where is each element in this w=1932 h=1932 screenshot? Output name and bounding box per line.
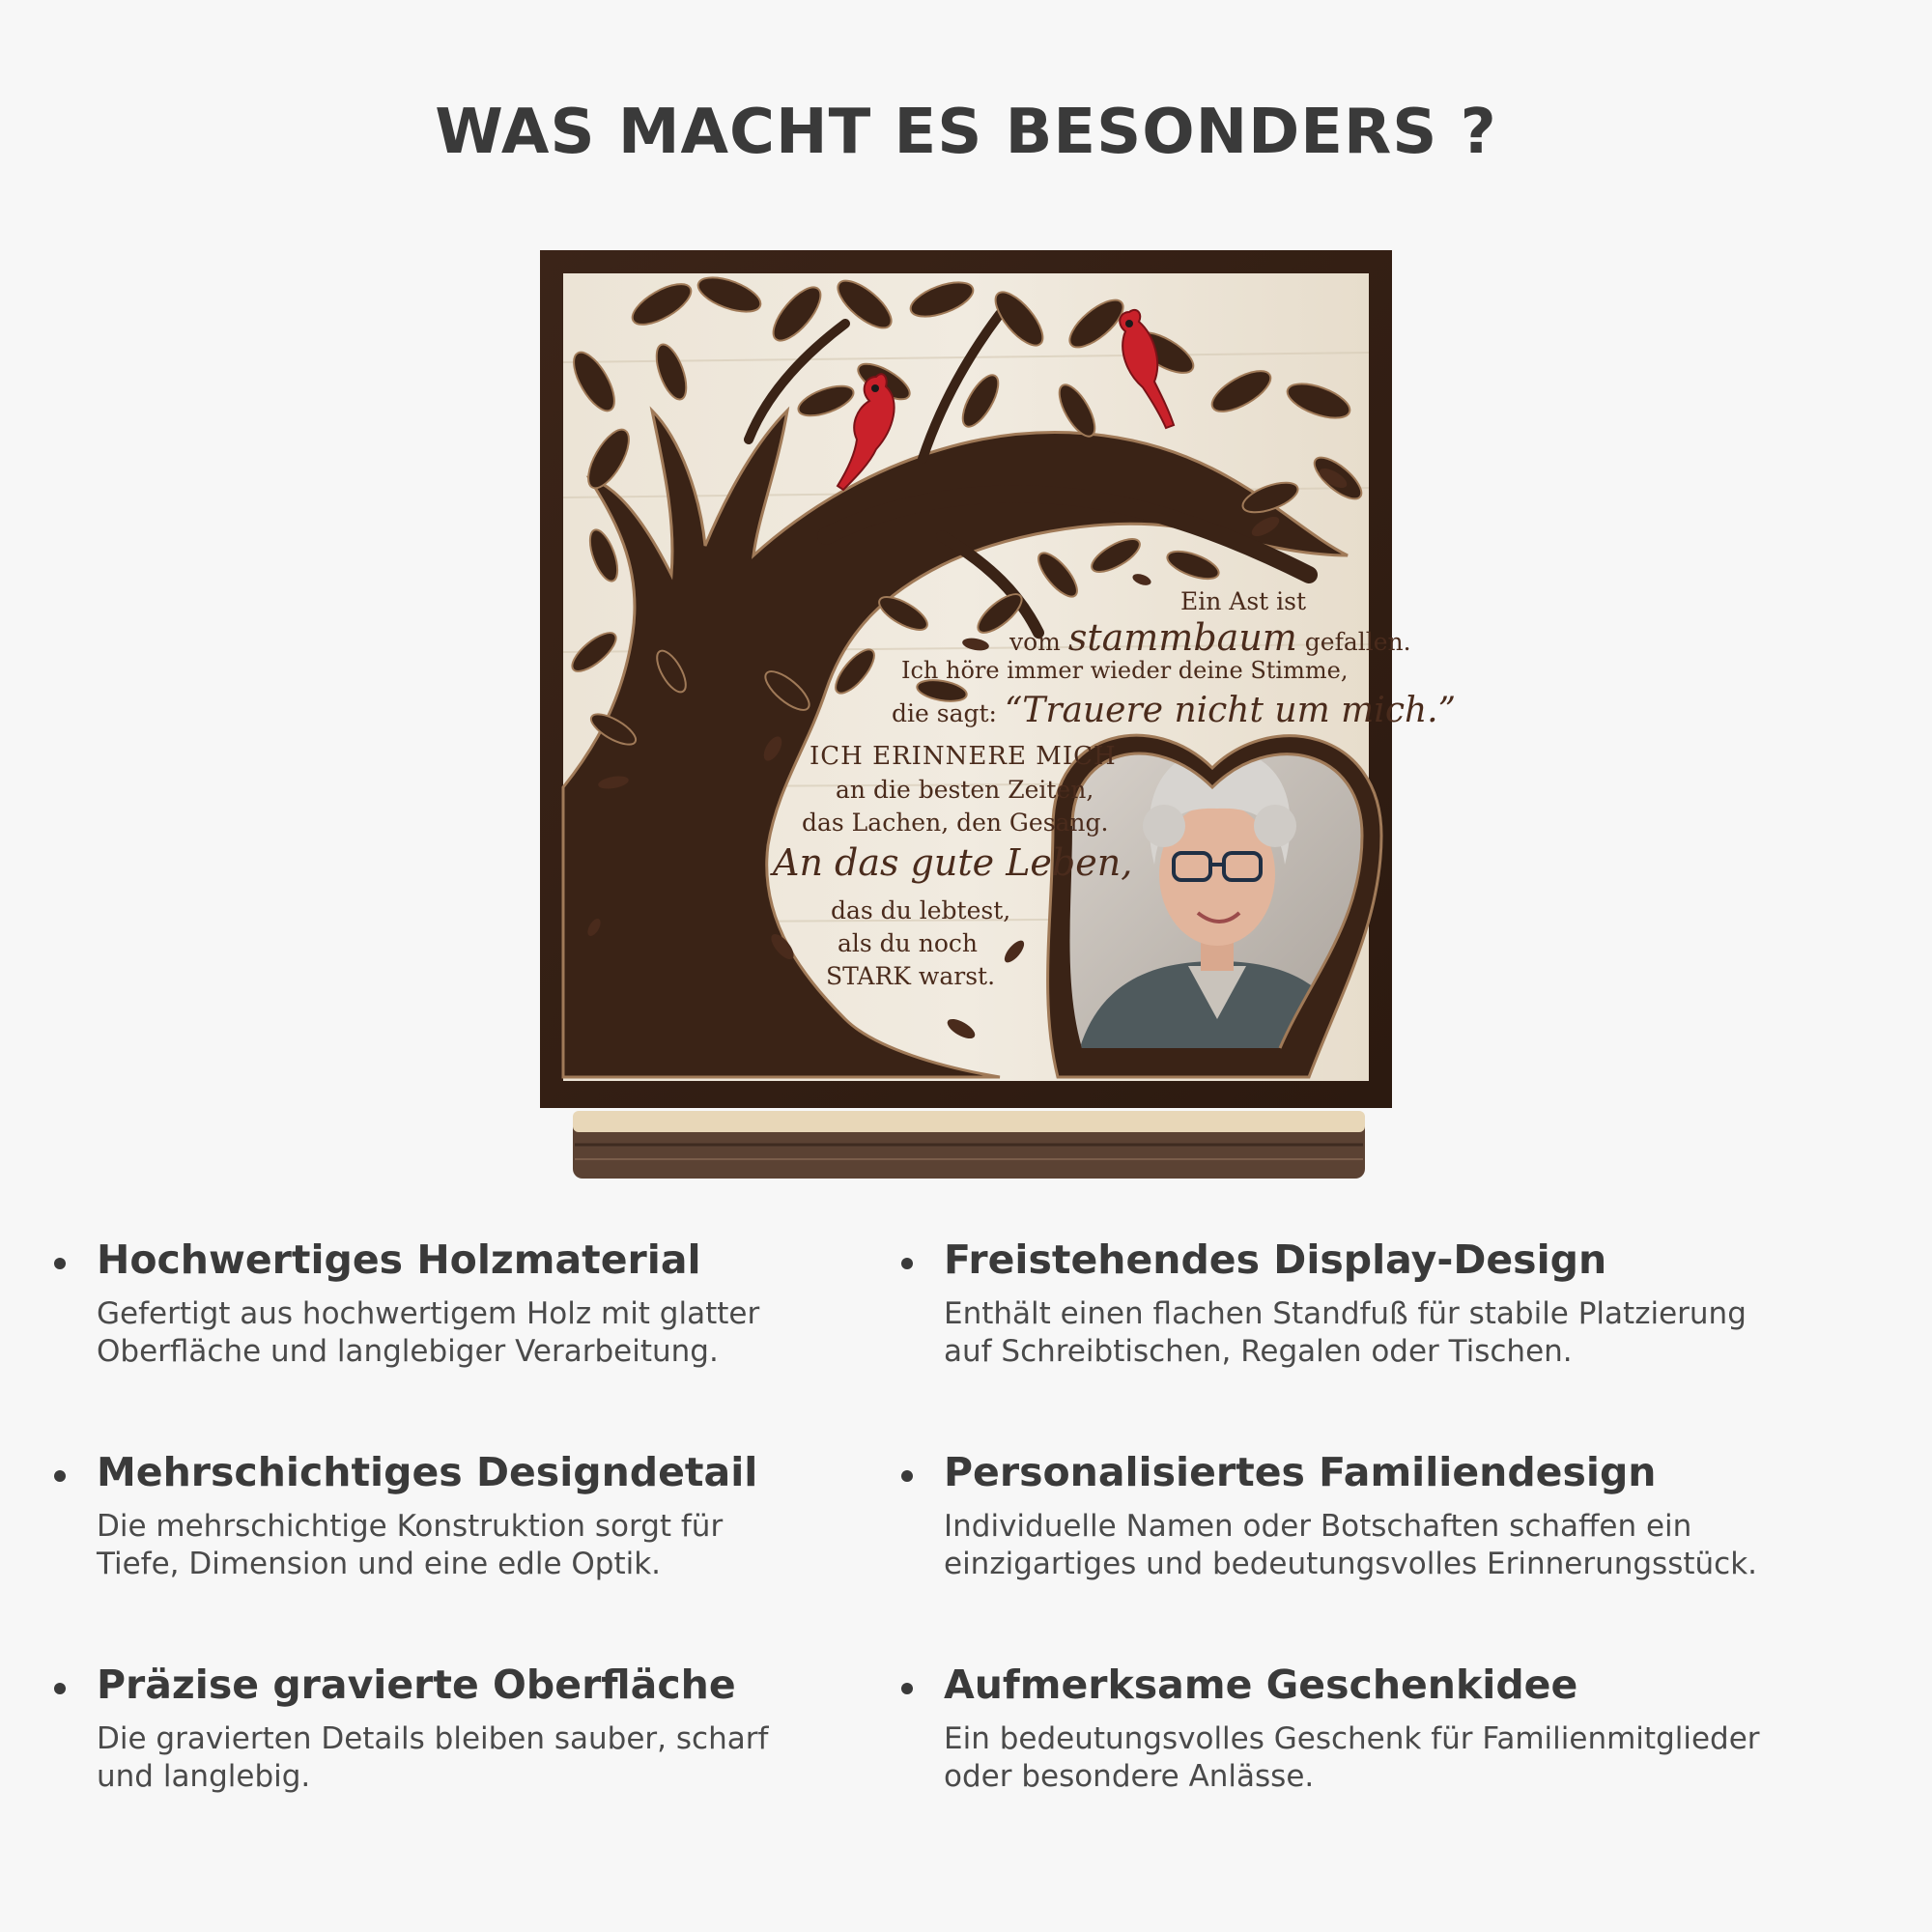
feature-item (97, 1236, 937, 1371)
bullet-icon (54, 1683, 66, 1694)
bullet-icon (54, 1470, 66, 1482)
plaque-line: STARK warst. (826, 962, 996, 990)
feature-title: Personalisiertes Familiendesign (944, 1449, 1657, 1495)
plaque-line: das Lachen, den Gesang. (802, 809, 1109, 837)
feature-description: Gefertigt aus hochwertigem Holz mit glatter Oberfläche und langlebiger Verarbeitung. (97, 1296, 760, 1369)
plaque-word: vom (1009, 628, 1061, 656)
plaque-line: Ich höre immer wieder deine Stimme, (901, 657, 1349, 684)
plaque-line: an die besten Zeiten, (836, 776, 1094, 804)
feature-item (97, 1662, 937, 1796)
plaque-script-line: An das gute Leben, (773, 841, 1133, 884)
feature-list (0, 1236, 1932, 1874)
bullet-icon (54, 1258, 66, 1269)
product-image (536, 246, 1457, 1183)
feature-description: Die gravierten Details bleiben sauber, scharf und langlebig. (97, 1721, 769, 1794)
plaque-word: die sagt: (892, 699, 997, 727)
bullet-icon (901, 1258, 913, 1269)
feature-title: Aufmerksame Geschenkidee (944, 1662, 1578, 1708)
plaque-word: gefallen. (1304, 628, 1411, 656)
feature-description: Individuelle Namen oder Botschaften schaffen ein einzigartiges und bedeutungsvolles Erinnerungsstück. (944, 1509, 1758, 1581)
bullet-icon (901, 1470, 913, 1482)
plaque-line: ICH ERINNERE MICH (810, 742, 1117, 771)
plaque-line: als du noch (838, 929, 978, 957)
feature-item (944, 1449, 1784, 1583)
feature-title: Mehrschichtiges Designdetail (97, 1449, 758, 1495)
feature-item (97, 1449, 937, 1583)
plaque-line: das du lebtest, (831, 896, 1011, 924)
bullet-icon (901, 1683, 913, 1694)
plaque-text (536, 246, 1457, 1116)
plaque-line: Ein Ast ist (1180, 587, 1307, 615)
plaque-line (1009, 616, 1411, 659)
feature-description: Enthält einen flachen Standfuß für stabile Platzierung auf Schreibtischen, Regalen oder Tischen. (944, 1296, 1747, 1369)
page-title: WAS MACHT ES BESONDERS ? (435, 97, 1497, 168)
feature-description: Die mehrschichtige Konstruktion sorgt für Tiefe, Dimension und eine edle Optik. (97, 1509, 724, 1581)
plaque-line (892, 691, 1456, 730)
plaque-script-quote: “Trauere nicht um mich.” (1004, 691, 1457, 730)
feature-item (944, 1236, 1784, 1371)
feature-description: Ein bedeutungsvolles Geschenk für Familienmitglieder oder besondere Anlässe. (944, 1721, 1760, 1794)
feature-title: Präzise gravierte Oberfläche (97, 1662, 736, 1708)
feature-item (944, 1662, 1784, 1796)
plaque-script-word: stammbaum (1067, 616, 1297, 659)
feature-title: Freistehendes Display-Design (944, 1236, 1607, 1283)
feature-title: Hochwertiges Holzmaterial (97, 1236, 701, 1283)
